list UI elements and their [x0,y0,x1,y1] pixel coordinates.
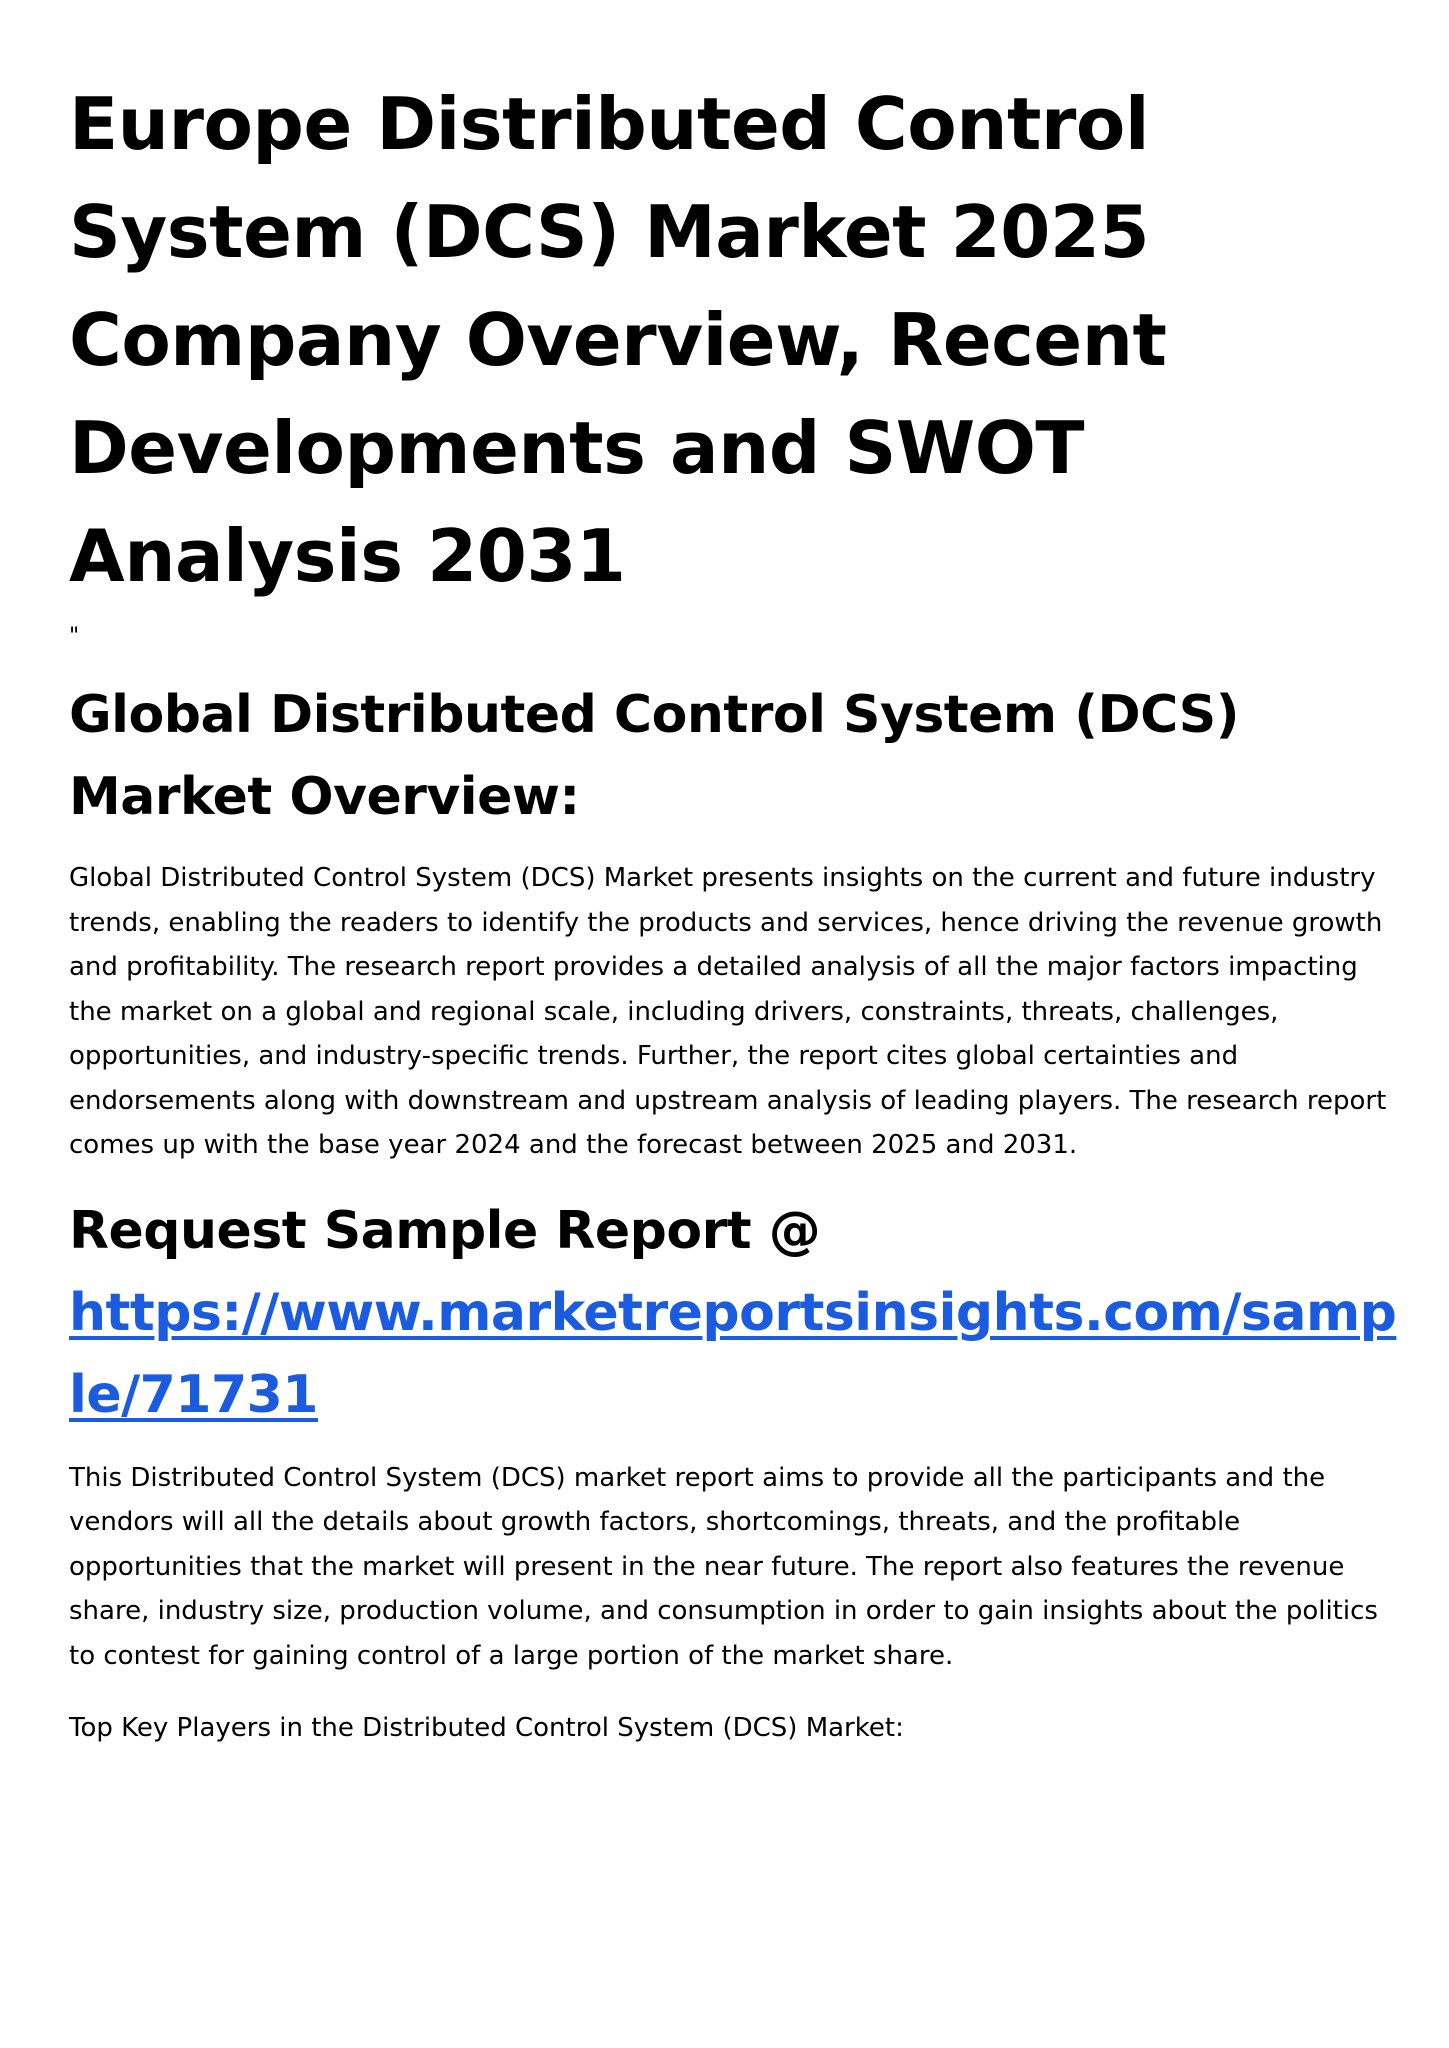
sample-report-link[interactable]: https://www.marketreportsinsights.com/sample/71731 [69,1282,1397,1425]
overview-paragraph: Global Distributed Control System (DCS) Market presents insights on the current and future industry trends, enabling the readers to identify the products and services, hence driving the revenue growth and profitability. The research report provides a detailed analysis of all the major factors impacting the market on a global and regional scale, including drivers, constraints, threats, challenges, opportunities, and industry-specific trends. Further, the report cites global certainties and endorsements along with downstream and upstream analysis of leading players. The research report comes up with the base year 2024 and the forecast between 2025 and 2031. [69,863,1387,1160]
quote-mark: " [69,624,80,649]
overview-heading: Global Distributed Control System (DCS) Market Overview: [69,685,1239,827]
report-paragraph: This Distributed Control System (DCS) market report aims to provide all the participants and the vendors will all the details about growth factors, shortcomings, threats, and the profitable opportunities that the market will present in the near future. The report also features the revenue share, industry size, production volume, and consumption in order to gain insights about the politics to contest for gaining control of a large portion of the market share. [69,1462,1378,1671]
page-title: Europe Distributed Control System (DCS) Market 2025 Company Overview, Recent Developments and SWOT Analysis 2031 [69,82,1167,598]
document-page [69,70,1399,1751]
key-players-label: Top Key Players in the Distributed Control System (DCS) Market: [69,1713,904,1743]
sample-heading: Request Sample Report @ [69,1200,821,1261]
